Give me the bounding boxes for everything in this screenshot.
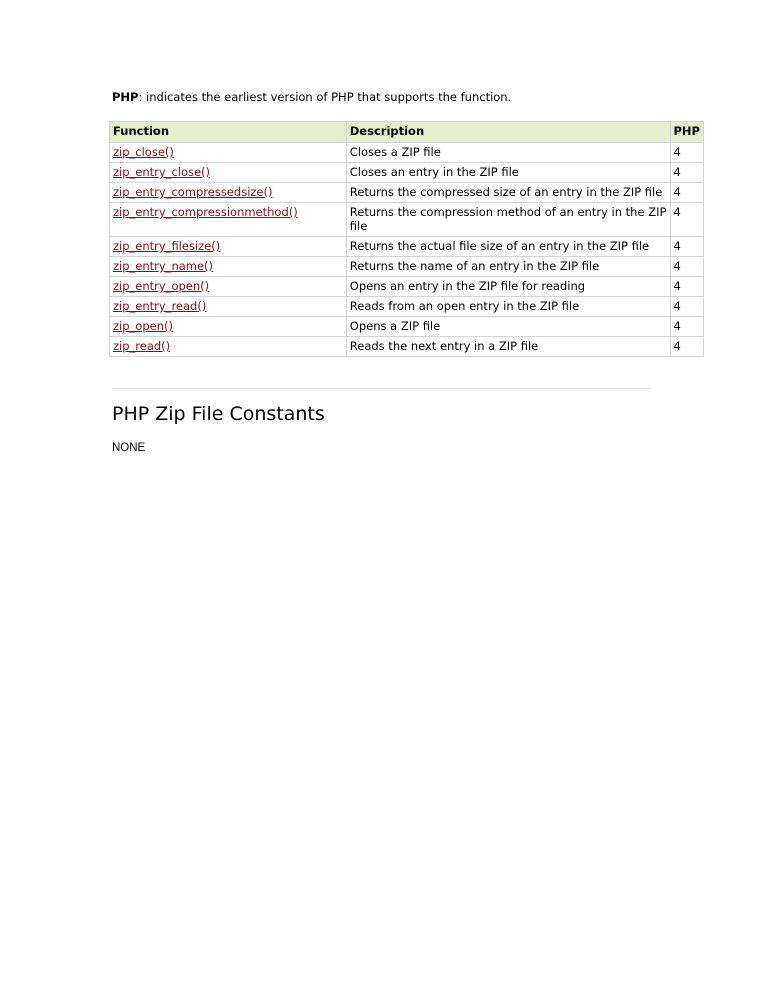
function-link-zip-entry-compressionmethod[interactable]: zip_entry_compressionmethod() <box>113 205 298 219</box>
php-version-cell: 4 <box>670 183 704 203</box>
header-php: PHP <box>670 122 704 143</box>
php-version-cell: 4 <box>670 337 704 357</box>
table-row <box>110 297 704 317</box>
description-cell: Reads from an open entry in the ZIP file <box>346 297 670 317</box>
description-cell: Returns the name of an entry in the ZIP file <box>346 257 670 277</box>
function-link-zip-entry-name[interactable]: zip_entry_name() <box>113 259 214 273</box>
function-link-zip-entry-compressedsize[interactable]: zip_entry_compressedsize() <box>113 185 273 199</box>
function-link-zip-entry-open[interactable]: zip_entry_open() <box>113 279 210 293</box>
table-row <box>110 163 704 183</box>
table-row <box>110 317 704 337</box>
function-link-zip-close[interactable]: zip_close() <box>113 145 174 159</box>
intro-bold-label: PHP <box>112 90 139 104</box>
function-link-zip-open[interactable]: zip_open() <box>113 319 173 333</box>
table-row <box>110 183 704 203</box>
constants-heading: PHP Zip File Constants <box>112 403 325 425</box>
function-link-zip-entry-read[interactable]: zip_entry_read() <box>113 299 207 313</box>
table-row <box>110 277 704 297</box>
php-version-cell: 4 <box>670 203 704 237</box>
table-header-row <box>110 122 704 143</box>
intro-description: : indicates the earliest version of PHP that supports the function. <box>138 90 512 104</box>
php-version-cell: 4 <box>670 317 704 337</box>
description-cell: Opens a ZIP file <box>346 317 670 337</box>
php-version-cell: 4 <box>670 297 704 317</box>
function-link-zip-entry-close[interactable]: zip_entry_close() <box>113 165 211 179</box>
function-link-zip-read[interactable]: zip_read() <box>113 339 171 353</box>
description-cell: Opens an entry in the ZIP file for reading <box>346 277 670 297</box>
table-row <box>110 337 704 357</box>
function-reference-table <box>109 121 704 357</box>
table-row <box>110 257 704 277</box>
description-cell: Returns the compressed size of an entry in the ZIP file <box>346 183 670 203</box>
php-version-cell: 4 <box>670 277 704 297</box>
function-link-zip-entry-filesize[interactable]: zip_entry_filesize() <box>113 239 221 253</box>
header-description: Description <box>346 122 670 143</box>
description-cell: Closes an entry in the ZIP file <box>346 163 670 183</box>
table-row <box>110 143 704 163</box>
php-version-cell: 4 <box>670 257 704 277</box>
table-row <box>110 237 704 257</box>
description-cell: Returns the compression method of an entry in the ZIP file <box>346 203 670 237</box>
php-version-cell: 4 <box>670 163 704 183</box>
intro-text <box>112 90 511 104</box>
description-cell: Closes a ZIP file <box>346 143 670 163</box>
php-version-cell: 4 <box>670 237 704 257</box>
description-cell: Returns the actual file size of an entry in the ZIP file <box>346 237 670 257</box>
constants-value: NONE <box>112 442 146 454</box>
description-cell: Reads the next entry in a ZIP file <box>346 337 670 357</box>
table-row <box>110 203 704 237</box>
header-function: Function <box>110 122 347 143</box>
php-version-cell: 4 <box>670 143 704 163</box>
section-divider <box>112 388 652 389</box>
